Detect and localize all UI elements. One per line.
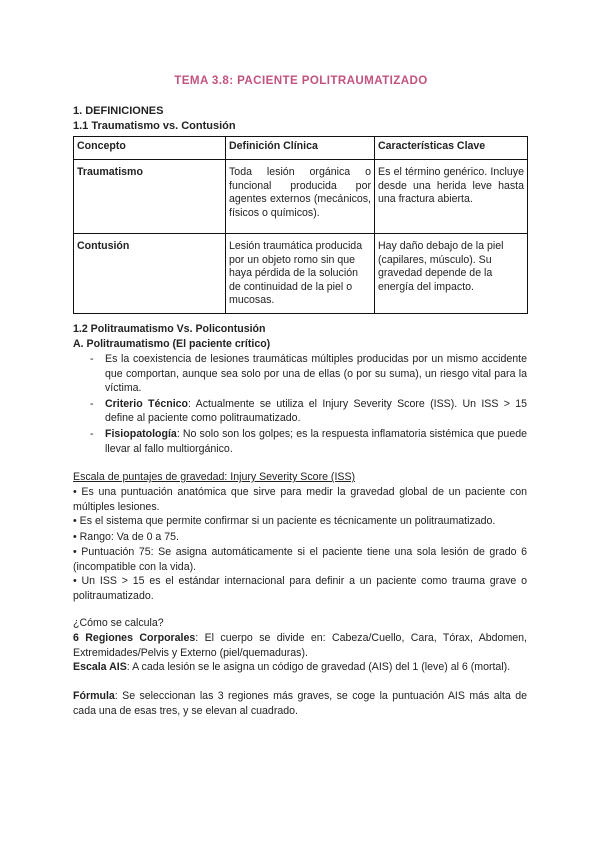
iss-point: • Es una puntuación anatómica que sirve para medir la gravedad global de un paciente con múltiples lesiones. [73,486,527,513]
table-cell-features: Hay daño debajo de la piel (capilares, músculo). Su gravedad depende de la energía del impacto. [375,234,528,314]
subsection-heading-paciente-critico: A. Politraumatismo (El paciente crítico) [73,338,271,350]
iss-point: • Es el sistema que permite confirmar si un paciente es técnicamente un politraumatizado. [73,515,496,527]
calc-paragraph [73,660,527,675]
list-item-text: : Actualmente se utiliza el Injury Severity Score (ISS). Un ISS > 15 define al paciente como politraumatizado. [105,397,527,425]
calc-question: ¿Cómo se calcula? [73,617,164,629]
iss-point: • Rango: Va de 0 a 75. [73,531,179,543]
iss-point: • Puntuación 75: Se asigna automáticamente si el paciente tiene una sola lesión de grado 6 (incompatible con la vida). [73,546,527,573]
politrauma-bullet-list [73,352,527,456]
section-heading-definiciones: 1. DEFINICIONES [73,105,164,117]
list-item-lead: Criterio Técnico [105,397,189,410]
iss-heading: Escala de puntajes de gravedad: Injury Severity Score (ISS) [73,471,356,483]
subsection-heading-politraumatismo: 1.2 Politraumatismo Vs. Policontusión [73,323,266,335]
list-item [73,427,527,456]
table-cell-definition: Lesión traumática producida por un objeto romo sin que haya pérdida de la solución de continuidad de la piel o mucosas. [226,234,375,314]
list-item [73,352,527,396]
definitions-table [73,136,528,314]
table-cell-concept: Contusión [74,234,226,314]
calc-text: : Se seleccionan las 3 regiones más graves, se coge la puntuación AIS más alta de cada una de esas tres, y se elevan al cuadrado. [73,690,527,717]
table-cell-definition: Toda lesión orgánica o funcional producida por agentes externos (mecánicos, físicos o químicos). [226,160,375,234]
calc-paragraph [73,631,527,660]
iss-point: • Un ISS > 15 es el estándar internacional para definir a un paciente como trauma grave o politraumatizado. [73,575,527,602]
list-item-lead: Fisiopatología [105,427,177,440]
list-item-text: Es la coexistencia de lesiones traumáticas múltiples producidas por un mismo accidente que comportan, aunque sea solo por una de ellas (o por su suma), un riesgo vital para la víctima. [105,353,527,395]
list-item-text: : No solo son los golpes; es la respuesta inflamatoria sistémica que puede llevar al fallo multiorgánico. [105,427,527,455]
table-header-row [74,137,528,160]
calc-paragraph [73,689,527,718]
table-cell-features: Es el término genérico. Incluye desde una herida leve hasta una fractura abierta. [375,160,528,234]
calc-lead: Escala AIS [73,661,127,673]
table-header-cell: Concepto [74,137,226,160]
page-title: TEMA 3.8: PACIENTE POLITRAUMATIZADO [174,74,428,87]
table-row [74,234,528,314]
table-header-cell: Características Clave [375,137,528,160]
calc-lead: 6 Regiones Corporales [73,632,196,644]
list-item [73,397,527,426]
calc-lead: Fórmula [73,690,115,702]
dash-bullet: - [90,397,94,410]
dash-bullet: - [90,427,94,440]
subsection-heading-traumatismo-contusion: 1.1 Traumatismo vs. Contusión [73,120,236,132]
dash-bullet: - [90,353,94,365]
table-row [74,160,528,234]
calc-text: : El cuerpo se divide en: Cabeza/Cuello, Cara, Tórax, Abdomen, Extremidades/Pelvis y Externo (piel/quemaduras). [73,632,527,659]
table-cell-concept: Traumatismo [74,160,226,234]
table-header-cell: Definición Clínica [226,137,375,160]
calc-text: : A cada lesión se le asigna un código de gravedad (AIS) del 1 (leve) al 6 (mortal). [126,661,511,673]
